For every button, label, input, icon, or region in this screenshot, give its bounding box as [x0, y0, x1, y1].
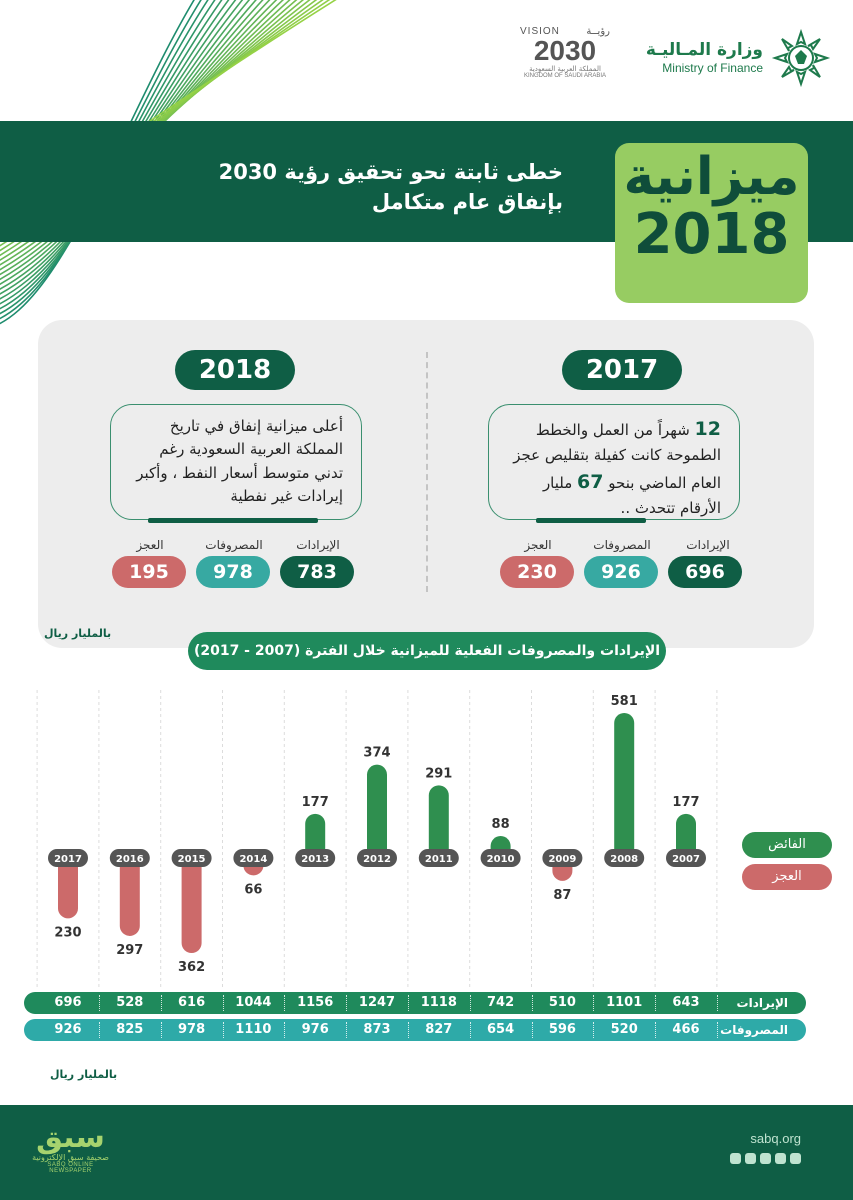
year-label-2007: 2007 — [672, 854, 700, 865]
expenses-cell-2015: 978 — [178, 1022, 206, 1037]
cell-separator — [717, 995, 718, 1011]
accent-line-2017 — [536, 518, 646, 523]
expenses-cell-2008: 520 — [610, 1022, 638, 1037]
year-label-2009: 2009 — [548, 854, 577, 865]
expenses-row-label: المصروفات — [720, 1023, 788, 1037]
desc-2017-num2: 67 — [577, 470, 604, 493]
year-label-2015: 2015 — [177, 854, 206, 865]
label-revenue-2018: الإيرادات — [296, 538, 340, 552]
surplus-label-2011: 291 — [425, 766, 453, 782]
vision-label-ar: رؤيــة — [586, 26, 610, 37]
deficit-2017: 230 — [500, 556, 574, 588]
revenue-cell-2010: 742 — [487, 995, 515, 1010]
expenses-cell-2012: 873 — [363, 1022, 391, 1037]
cell-separator — [223, 1022, 224, 1038]
cell-separator — [346, 1022, 347, 1038]
ministry-of-finance-logo — [646, 28, 831, 88]
cell-separator — [593, 1022, 594, 1038]
cell-separator — [161, 995, 162, 1011]
comparison-divider — [426, 352, 428, 592]
sabq-logo — [28, 1120, 113, 1174]
expenses-cell-2009: 596 — [548, 1022, 576, 1037]
cell-separator — [470, 995, 471, 1011]
ministry-name-ar: وزارة المـاليـة — [645, 39, 763, 60]
deficit-label-2016: 297 — [116, 942, 144, 958]
desc-2017-part1: شهراً من العمل والخطط الطموحة كانت كفيلة بتقليص عجز العام الماضي بنحو — [513, 421, 721, 492]
legend-deficit: العجز — [742, 864, 832, 890]
revenue-row-label: الإيرادات — [736, 996, 788, 1010]
footer-url[interactable]: sabq.org — [750, 1131, 801, 1146]
year-label-2012: 2012 — [363, 854, 391, 865]
vision-label: VISION — [520, 26, 560, 37]
surplus-bar-2008 — [614, 713, 634, 860]
deficit-label-2009: 87 — [553, 887, 572, 903]
desc-2017-num1: 12 — [694, 418, 721, 440]
unit-note-top: بالمليار ريال — [44, 627, 112, 640]
revenue-cell-2009: 510 — [548, 995, 576, 1010]
vision-country-en: KINGDOM OF SAUDI ARABIA — [523, 73, 606, 79]
chart-title: الإيرادات والمصروفات الفعلية للميزانية خلال الفترة (2007 - 2017) — [188, 632, 666, 670]
year-label-2014: 2014 — [239, 854, 268, 865]
surplus-label-2008: 581 — [610, 694, 638, 709]
sabq-logo-mark: سبق — [36, 1120, 105, 1155]
deficit-label-2014: 66 — [244, 882, 263, 898]
year-pill-2017: 2017 — [562, 350, 682, 390]
budget-word: ميزانية — [623, 147, 800, 207]
revenue-cell-2016: 528 — [116, 995, 144, 1010]
cell-separator — [408, 995, 409, 1011]
year-label-2013: 2013 — [301, 854, 330, 865]
expenses-cell-2014: 1110 — [235, 1022, 272, 1037]
description-2017 — [488, 404, 740, 520]
cell-separator — [655, 995, 656, 1011]
label-deficit-2018: العجز — [136, 538, 164, 552]
label-revenue-2017: الإيرادات — [686, 538, 730, 552]
cell-separator — [655, 1022, 656, 1038]
expenses-cell-2010: 654 — [487, 1022, 515, 1037]
expenses-cell-2011: 827 — [425, 1022, 453, 1037]
cell-separator — [99, 1022, 100, 1038]
banner-title-line2: بإنفاق عام متكامل — [371, 190, 563, 215]
revenue-cell-2011: 1118 — [420, 995, 457, 1010]
vision-year: 2030 — [533, 35, 597, 66]
surplus-label-2013: 177 — [301, 794, 329, 810]
cell-separator — [593, 995, 594, 1011]
revenue-table-row — [24, 992, 806, 1014]
cell-separator — [408, 1022, 409, 1038]
surplus-bar-2011 — [429, 785, 449, 860]
cell-separator — [532, 1022, 533, 1038]
youtube-icon[interactable] — [760, 1153, 771, 1164]
facebook-icon[interactable] — [790, 1153, 801, 1164]
expenses-cell-2007: 466 — [672, 1022, 700, 1037]
cell-separator — [99, 995, 100, 1011]
revenue-cell-2008: 1101 — [606, 995, 643, 1010]
surplus-label-2012: 374 — [363, 745, 391, 761]
snapchat-icon[interactable] — [730, 1153, 741, 1164]
revenue-cell-2017: 696 — [54, 995, 82, 1010]
budget-year: 2018 — [633, 202, 790, 268]
twitter-icon[interactable] — [775, 1153, 786, 1164]
vision-2030-logo — [520, 26, 610, 79]
ministry-name-en: Ministry of Finance — [662, 61, 763, 76]
sabq-logo-en: SABQ ONLINE NEWSPAPER — [47, 1162, 94, 1174]
vision-country-ar: المملكة العربية السعودية — [529, 65, 601, 73]
sabq-logo-ar: صحيفة سبق الإلكترونية — [32, 1153, 109, 1162]
description-2018: أعلى ميزانية إنفاق في تاريخ المملكة العربية السعودية رغم تدني متوسط أسعار النفط ، وأكبر إيرادات غير نفطية — [110, 404, 362, 520]
cell-separator — [223, 995, 224, 1011]
revenue-cell-2013: 1156 — [297, 995, 334, 1010]
expenses-2018: 978 — [196, 556, 270, 588]
surplus-deficit-chart — [0, 670, 853, 990]
label-expenses-2018: المصروفات — [205, 538, 263, 552]
expenses-2017: 926 — [584, 556, 658, 588]
cell-separator — [284, 1022, 285, 1038]
year-label-2017: 2017 — [54, 854, 82, 865]
cell-separator — [717, 1022, 718, 1038]
cell-separator — [470, 1022, 471, 1038]
legend-surplus: الفائض — [742, 832, 832, 858]
surplus-label-2007: 177 — [672, 794, 700, 810]
footer — [0, 1105, 853, 1200]
accent-line-2018 — [148, 518, 318, 523]
label-deficit-2017: العجز — [524, 538, 552, 552]
unit-note-bottom: بالمليار ريال — [50, 1068, 118, 1081]
expenses-cell-2013: 976 — [301, 1022, 329, 1037]
revenue-2017: 696 — [668, 556, 742, 588]
deficit-label-2017: 230 — [54, 925, 82, 941]
deficit-label-2015: 362 — [178, 960, 206, 975]
year-pill-2018: 2018 — [175, 350, 295, 390]
cell-separator — [161, 1022, 162, 1038]
ministry-emblem-icon — [771, 28, 831, 88]
surplus-bar-2012 — [367, 765, 387, 860]
budget-2018-badge — [615, 143, 808, 303]
surplus-label-2010: 88 — [491, 817, 510, 833]
deficit-bar-2015 — [182, 856, 202, 953]
cell-separator — [532, 995, 533, 1011]
revenue-cell-2014: 1044 — [235, 995, 272, 1010]
year-label-2010: 2010 — [486, 854, 515, 865]
deficit-bar-2016 — [120, 856, 140, 936]
expenses-cell-2017: 926 — [54, 1022, 82, 1037]
year-label-2016: 2016 — [115, 854, 144, 865]
banner-title-line1: خطى ثابتة نحو تحقيق رؤية 2030 — [218, 160, 563, 184]
expenses-table-row — [24, 1019, 806, 1041]
cell-separator — [346, 995, 347, 1011]
label-expenses-2017: المصروفات — [593, 538, 651, 552]
year-label-2008: 2008 — [610, 854, 639, 865]
cell-separator — [284, 995, 285, 1011]
expenses-cell-2016: 825 — [116, 1022, 144, 1037]
instagram-icon[interactable] — [745, 1153, 756, 1164]
year-label-2011: 2011 — [424, 854, 453, 865]
desc-2017-part2: مليار الأرقام تتحدث .. — [542, 473, 721, 518]
revenue-cell-2015: 616 — [178, 995, 206, 1010]
revenue-2018: 783 — [280, 556, 354, 588]
revenue-cell-2007: 643 — [672, 995, 700, 1010]
banner-title — [123, 157, 563, 218]
deficit-2018: 195 — [112, 556, 186, 588]
social-icons — [730, 1153, 801, 1164]
revenue-cell-2012: 1247 — [358, 995, 396, 1010]
